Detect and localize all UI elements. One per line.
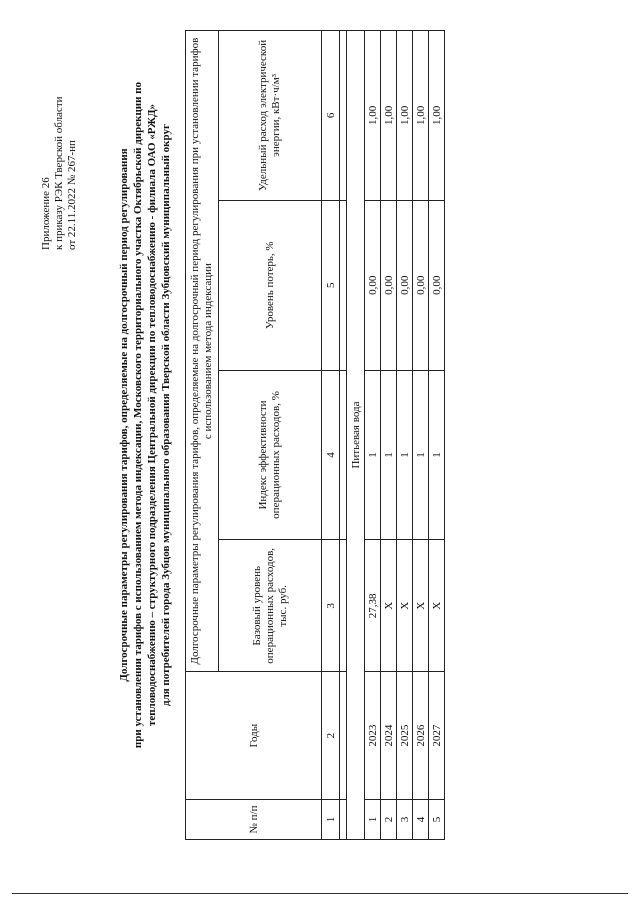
row-base-level: 27,38	[365, 540, 381, 672]
section-row	[347, 31, 365, 840]
row-energy: 1,00	[381, 31, 397, 201]
row-loss-level: 0,00	[397, 200, 413, 370]
row-year: 2027	[429, 672, 445, 800]
column-index-cell: 6	[322, 31, 340, 201]
parameters-table	[185, 30, 445, 840]
row-energy: 1,00	[397, 31, 413, 201]
row-loss-level: 0,00	[413, 200, 429, 370]
table-row	[365, 31, 381, 840]
row-year: 2024	[381, 672, 397, 800]
row-number: 1	[365, 800, 381, 840]
row-energy: 1,00	[413, 31, 429, 201]
header-row-number: № п/п	[186, 800, 322, 840]
column-index-row	[322, 31, 340, 840]
column-index-cell: 1	[322, 800, 340, 840]
table-row	[381, 31, 397, 840]
header-base-level: Базовый уровень операционных расходов, тыс. руб.	[219, 540, 322, 672]
page-divider	[12, 893, 628, 894]
title-line-2: при установлении тарифов с использованием метода индексации, Московского территориального участка Октябрьской дирекции по	[132, 81, 144, 749]
header-energy-consumption: Удельный расход электрической энергии, кВт·ч/м³	[219, 31, 322, 201]
section-drinking-water: Питьевая вода	[347, 31, 365, 840]
appendix-line-1: Приложение 26	[40, 177, 52, 250]
row-base-level: Х	[381, 540, 397, 672]
table-row	[429, 31, 445, 840]
row-efficiency-index: 1	[397, 370, 413, 540]
row-number: 3	[397, 800, 413, 840]
row-efficiency-index: 1	[413, 370, 429, 540]
row-loss-level: 0,00	[365, 200, 381, 370]
row-efficiency-index: 1	[381, 370, 397, 540]
row-loss-level: 0,00	[429, 200, 445, 370]
rotated-page	[40, 20, 600, 850]
row-number: 2	[381, 800, 397, 840]
title-line-4: для потребителей города Зубцов муниципального образования Тверской области Зубцовский муниципальный округ	[160, 124, 172, 706]
row-energy: 1,00	[365, 31, 381, 201]
header-group: Долгосрочные параметры регулирования тарифов, определяемые на долгосрочный период регулирования при установлении тарифов с использованием метода индексации	[186, 31, 219, 672]
row-efficiency-index: 1	[365, 370, 381, 540]
row-efficiency-index: 1	[429, 370, 445, 540]
column-index-cell: 4	[322, 370, 340, 540]
header-efficiency-index: Индекс эффективности операционных расходов, %	[219, 370, 322, 540]
row-base-level: Х	[413, 540, 429, 672]
document-title	[117, 20, 173, 810]
row-base-level: Х	[429, 540, 445, 672]
row-loss-level: 0,00	[381, 200, 397, 370]
appendix-header	[40, 20, 79, 250]
appendix-line-3: от 22.11.2022 № 267-нп	[66, 140, 78, 250]
title-line-1: Долгосрочные параметры регулирования тарифов, определяемые на долгосрочный период регулирования	[118, 148, 130, 682]
title-line-3: тепловодоснабжению – структурного подразделения Центральной дирекции по тепловодоснабжению - филиала ОАО «РЖД»	[146, 103, 158, 727]
column-index-cell: 2	[322, 672, 340, 800]
column-index-cell: 5	[322, 200, 340, 370]
header-loss-level: Уровень потерь, %	[219, 200, 322, 370]
row-base-level: Х	[397, 540, 413, 672]
row-year: 2023	[365, 672, 381, 800]
table-row	[413, 31, 429, 840]
appendix-line-2: к приказу РЭК Тверской области	[53, 96, 65, 250]
header-years: Годы	[186, 672, 322, 800]
row-number: 5	[429, 800, 445, 840]
column-index-cell: 3	[322, 540, 340, 672]
row-number: 4	[413, 800, 429, 840]
row-energy: 1,00	[429, 31, 445, 201]
table-row	[397, 31, 413, 840]
row-year: 2025	[397, 672, 413, 800]
row-year: 2026	[413, 672, 429, 800]
